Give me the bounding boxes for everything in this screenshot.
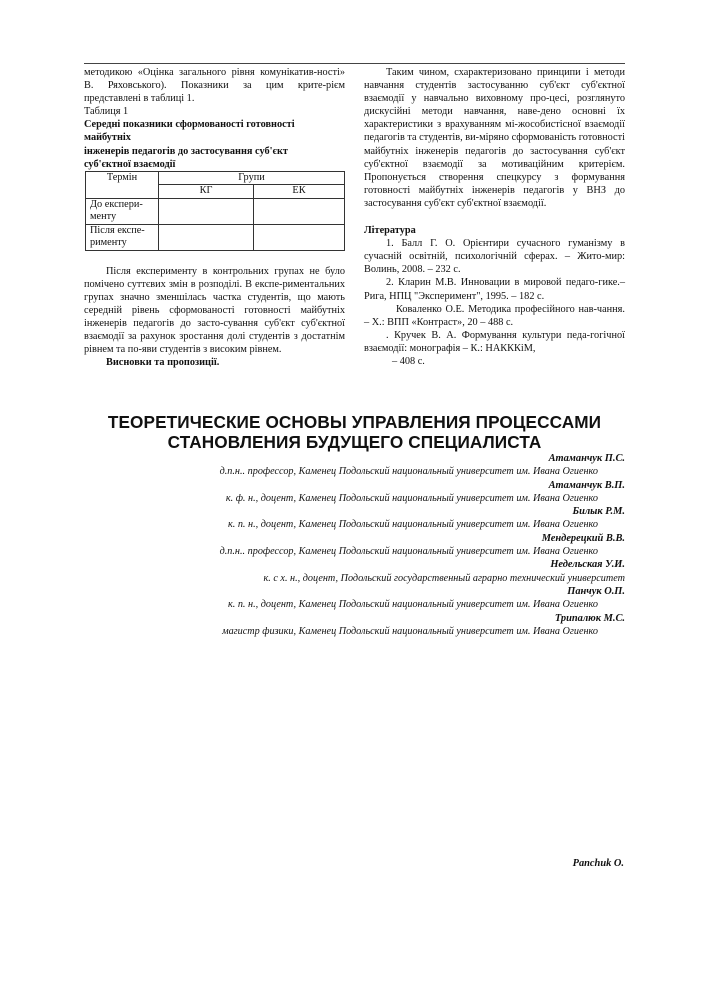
left-paragraph-1: методикою «Оцінка загального рівня комунікатив-ності» В. Ряховського). Показники за цим крите-рієм представлені в таблиці 1. — [84, 67, 345, 105]
authors-block — [84, 452, 625, 638]
author-name: Мендерецкий В.В. — [541, 532, 625, 544]
reference-4: . Кручек В. А. Формування культури педа-гогічної взаємодії: монографія – К.: НАКККіМ, — [364, 329, 625, 354]
left-paragraph-2: Після експерименту в контрольних групах не було помічено суттєвих змін в розподілі. В експе-риментальних групах значно зменшілась частка студентів, що мають середній рівень сформованості готовності майбутніх інженерів педагогів до засто-сування суб'єкт суб'єктної взаємодії за рахунок зростання долі студентів з достатнім рівнем та по-яви студентів з високим рівнем. — [84, 265, 345, 356]
header-rule — [84, 63, 625, 64]
page-footer: Panchuk O. — [572, 858, 624, 869]
article-title-line-1: ТЕОРЕТИЧЕСКИЕ ОСНОВЫ УПРАВЛЕНИЯ ПРОЦЕССАМИ — [107, 412, 602, 432]
author-name: Билык Р.М. — [572, 506, 625, 518]
table-label: Таблиця 1 — [84, 106, 129, 118]
table-cell-empty — [254, 198, 345, 224]
author-name: Недельская У.И. — [550, 559, 625, 571]
reference-1: 1. Балл Г. О. Орієнтири сучасного гуманізму в сучасній освітній, психологічній сферах. – Жито-мир: Волинь, 2008. – 232 с. — [364, 238, 625, 276]
literature-heading: Література — [364, 225, 416, 237]
article-title — [84, 412, 625, 452]
conclusions-heading: Висновки та пропозиції. — [106, 357, 220, 369]
author-name: Атаманчук П.С. — [548, 453, 625, 464]
author-affiliation: магистр физики, Каменец Подольский национальный университет им. Ивана Огиенко — [222, 625, 598, 637]
table-title-line-4: суб'єктної взаємодії — [84, 158, 176, 170]
table-row-before: До експери-менту — [86, 198, 159, 224]
reference-2: 2. Кларин М.В. Инновации в мировой педаго-гике.– Рига, НПЦ "Эксперимент", 1995. – 182 с. — [364, 277, 625, 302]
table-header-groups: Групи — [159, 171, 345, 185]
author-affiliation: д.п.н.. профессор, Каменец Подольский национальный университет им. Ивана Огиенко — [219, 466, 598, 478]
reference-3: Коваленко О.Е. Методика професійного нав-чання. – Х.: ВПП «Контраст», 20 – 488 с. — [364, 303, 625, 328]
author-affiliation: к. ф. н., доцент, Каменец Подольский национальный университет им. Ивана Огиенко — [225, 492, 598, 504]
table-cell-empty — [254, 224, 345, 250]
author-affiliation: к. с х. н., доцент, Подольский государственный аграрно технический университет — [263, 572, 625, 584]
author-name: Атаманчук В.П. — [548, 479, 625, 491]
reference-4-end: – 408 с. — [392, 355, 425, 367]
table-1 — [85, 171, 345, 251]
author-affiliation: к. п. н., доцент, Каменец Подольский национальный университет им. Ивана Огиенко — [227, 519, 598, 531]
table-title-line-1: Середні показники сформованості готовності — [84, 119, 295, 131]
table-cell-empty — [159, 198, 254, 224]
author-name: Трипалюк М.С. — [554, 612, 625, 624]
article-title-line-2: СТАНОВЛЕНИЯ БУДУЩЕГО СПЕЦИАЛИСТА — [167, 432, 542, 452]
right-column — [364, 66, 625, 368]
table-header-term: Термін — [86, 171, 159, 198]
table-title-line-3: інженерів педагогів до застосування суб'єкт — [84, 145, 288, 157]
author-affiliation: к. п. н., доцент, Каменец Подольский национальный университет им. Ивана Огиенко — [227, 599, 598, 611]
author-affiliation: д.п.н.. профессор, Каменец Подольский национальный университет им. Ивана Огиенко — [219, 546, 598, 558]
table-header-kg: КГ — [159, 185, 254, 199]
table-title-line-2: майбутніх — [84, 132, 131, 144]
table-cell-empty — [159, 224, 254, 250]
table-header-ek: ЕК — [254, 185, 345, 199]
author-name: Панчук О.П. — [567, 585, 625, 597]
right-paragraph-1: Таким чином, схарактеризовано принципи і методи навчання студентів застосуванню суб'єкт суб'єктної взаємодії у навчально виховному про-цесі, розглянуто дискусійні методи навчання, наве-дено основні їх характеристики з врахуванням мі-жособистісної взаємодії педагогів та студентів, ви-міряно сформованість готовності майбутніх інженерів педагогів до застосування суб'єкт суб'єктної взаємодії за мотиваційним критерієм. Пропонується створення спецкурсу з формування готовності майбутніх інженерів педагогів у ВНЗ до застосування суб'єкт суб'єктної взаємодії. — [364, 67, 625, 209]
table-row-after: Після експе-рименту — [86, 224, 159, 250]
left-column — [84, 66, 345, 370]
